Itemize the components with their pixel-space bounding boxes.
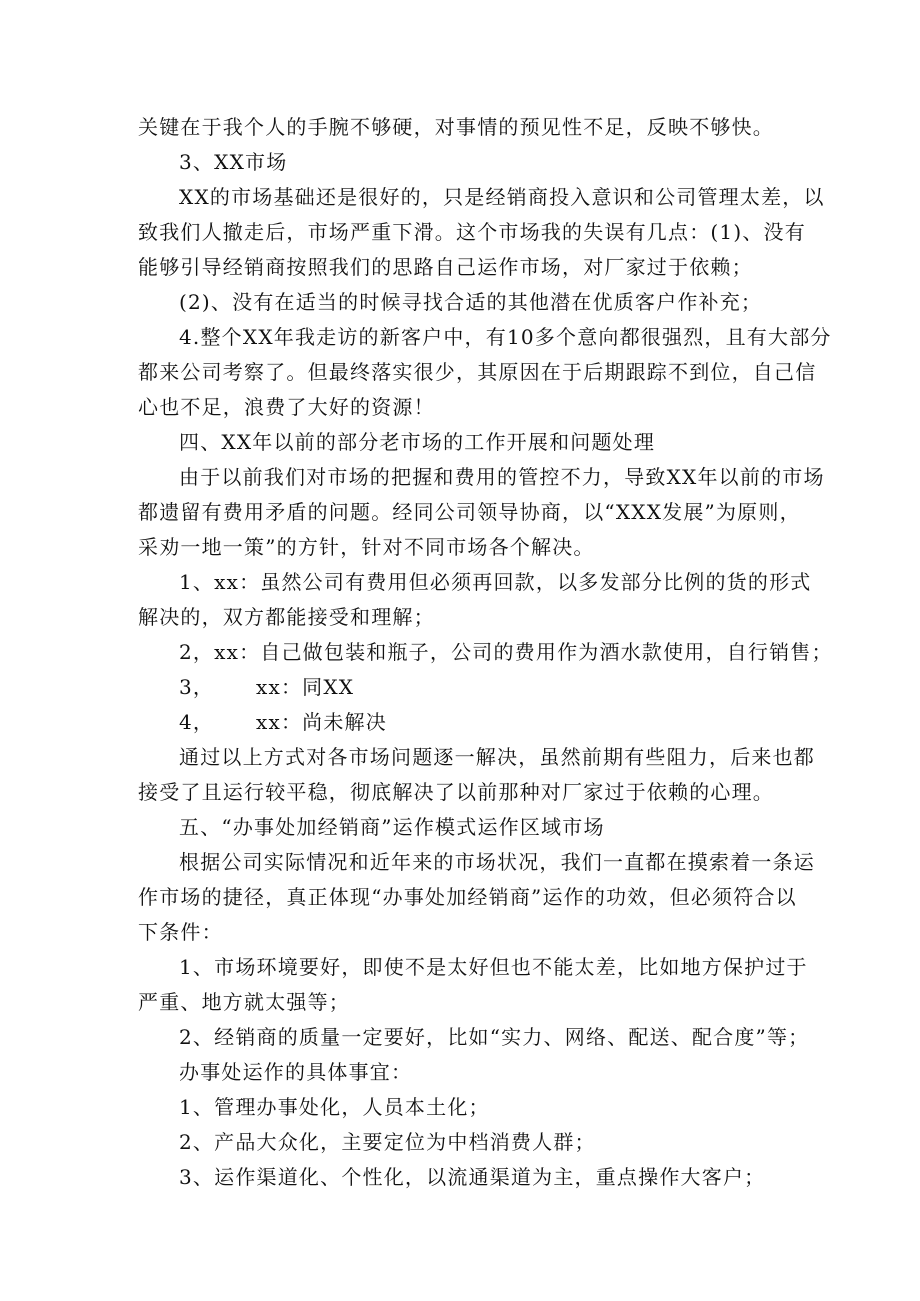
paragraph-line: 都遗留有费用矛盾的问题。经同公司领导协商，以“XXX发展”为原则， bbox=[138, 500, 801, 524]
paragraph-line: 根据公司实际情况和近年来的市场状况，我们一直都在摸索着一条运 bbox=[179, 850, 815, 874]
paragraph-line: 4.整个XX年我走访的新客户中，有10多个意向都很强烈，且有大部分 bbox=[179, 325, 832, 349]
paragraph-line: 关键在于我个人的手腕不够硬，对事情的预见性不足，反映不够快。 bbox=[138, 115, 774, 139]
section-heading: 3、XX市场 bbox=[179, 150, 288, 174]
paragraph-line: 严重、地方就太强等； bbox=[138, 990, 350, 1014]
list-item-number: 3， bbox=[179, 675, 215, 699]
paragraph-line: 致我们人撤走后，市场严重下滑。这个市场我的失误有几点：(1)、没有 bbox=[138, 220, 806, 244]
paragraph-line: 接受了且运行较平稳，彻底解决了以前那种对厂家过于依赖的心理。 bbox=[138, 780, 774, 804]
paragraph-line: 解决的，双方都能接受和理解； bbox=[138, 605, 435, 629]
list-item: 1、管理办事处化，人员本土化； bbox=[179, 1095, 490, 1119]
list-item: 2，xx：自己做包装和瓶子，公司的费用作为酒水款使用，自行销售； bbox=[179, 640, 833, 664]
list-item-text: xx：同XX bbox=[256, 675, 355, 699]
list-item-text: xx：尚未解决 bbox=[256, 710, 387, 734]
paragraph-line: 办事处运作的具体事宜： bbox=[179, 1060, 413, 1084]
paragraph-line: 心也不足，浪费了大好的资源！ bbox=[138, 395, 435, 419]
list-item: 3、运作渠道化、个性化，以流通渠道为主，重点操作大客户； bbox=[179, 1165, 766, 1189]
paragraph-line: 能够引导经销商按照我们的思路自己运作市场，对厂家过于依赖； bbox=[138, 255, 753, 279]
paragraph-line: 由于以前我们对市场的把握和费用的管控不力，导致XX年以前的市场 bbox=[179, 465, 825, 489]
list-item-number: 4， bbox=[179, 710, 215, 734]
paragraph-line: 采劝一地一策”的方针，针对不同市场各个解决。 bbox=[138, 535, 595, 559]
paragraph-line: (2)、没有在适当的时候寻找合适的其他潜在优质客户作补充； bbox=[179, 290, 763, 314]
paragraph-line: XX的市场基础还是很好的，只是经销商投入意识和公司管理太差，以 bbox=[179, 185, 825, 209]
list-item: 1、市场环境要好，即使不是太好但也不能太差，比如地方保护过于 bbox=[179, 955, 808, 979]
paragraph-line: 都来公司考察了。但最终落实很少，其原因在于后期跟踪不到位，自己信 bbox=[138, 360, 817, 384]
section-heading: 四、XX年以前的部分老市场的工作开展和问题处理 bbox=[179, 430, 656, 454]
section-heading: 五、“办事处加经销商”运作模式运作区域市场 bbox=[179, 815, 605, 839]
list-item: 1、xx：虽然公司有费用但必须再回款，以多发部分比例的货的形式 bbox=[179, 570, 812, 594]
paragraph-line: 通过以上方式对各市场问题逐一解决，虽然前期有些阻力，后来也都 bbox=[179, 745, 815, 769]
list-item: 2、经销商的质量一定要好，比如“实力、网络、配送、配合度”等； bbox=[179, 1025, 810, 1049]
list-item: 2、产品大众化，主要定位为中档消费人群； bbox=[179, 1130, 596, 1154]
paragraph-line: 下条件： bbox=[138, 920, 223, 944]
paragraph-line: 作市场的捷径，真正体现“办事处加经销商”运作的功效，但必须符合以 bbox=[138, 885, 797, 909]
